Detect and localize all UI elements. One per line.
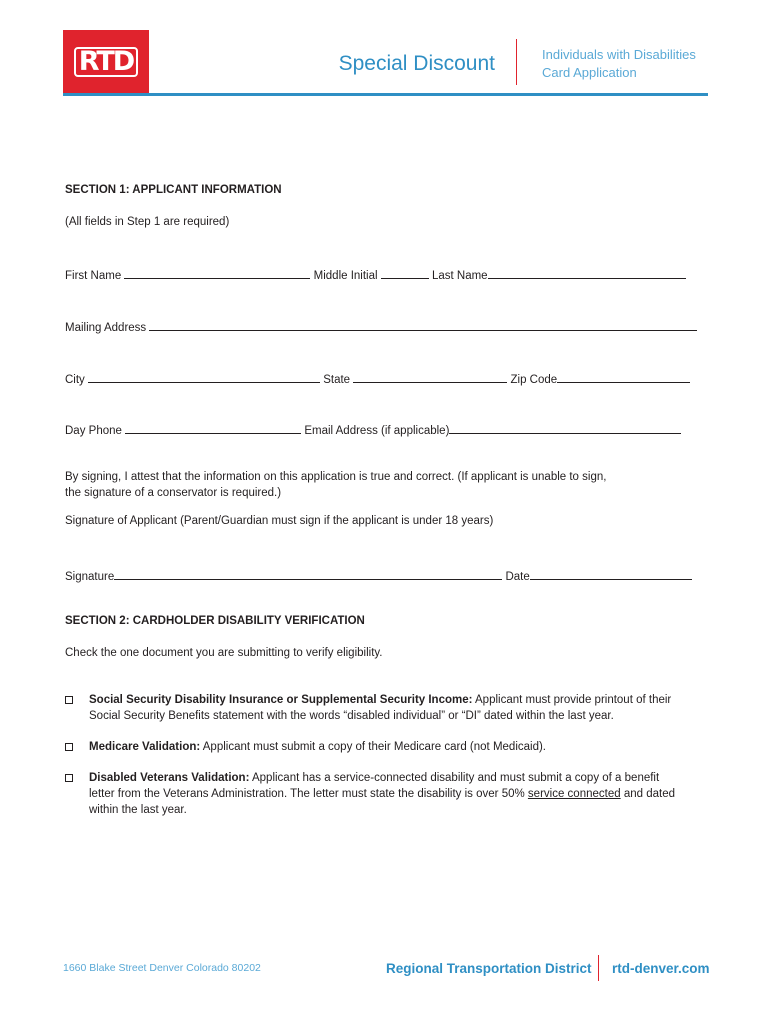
service-connected-link: service connected — [527, 788, 621, 800]
attest-line-1: By signing, I attest that the information on this application is true and correct. (If applicant is unable to sign, — [65, 471, 607, 483]
first-name-label: First Name — [65, 270, 122, 282]
address-row — [65, 319, 697, 334]
medicare-option-text — [89, 739, 679, 755]
signature-note: Signature of Applicant (Parent/Guardian must sign if the applicant is under 18 years) — [65, 515, 494, 527]
zip-field[interactable] — [557, 371, 690, 383]
ssdi-option-description: Applicant must provide printout of their Social Security Benefits statement with the words “disabled individual” or “DI” dated within the last year. — [89, 694, 672, 722]
footer-organization: Regional Transportation District — [386, 961, 592, 976]
footer-address: 1660 Blake Street Denver Colorado 80202 — [63, 962, 261, 974]
attest-line-2: the signature of a conservator is required.) — [65, 487, 282, 499]
ssdi-option-title: Social Security Disability Insurance or Supplemental Security Income: — [89, 694, 473, 706]
last-name-label: Last Name — [431, 270, 488, 282]
signature-row — [65, 568, 692, 583]
medicare-option-title: Medicare Validation: — [89, 741, 201, 753]
last-name-field[interactable] — [488, 267, 686, 279]
veterans-option-text — [89, 770, 679, 818]
city-field[interactable] — [88, 371, 320, 383]
header-divider — [516, 39, 517, 85]
day-phone-label: Day Phone — [65, 425, 122, 437]
attestation — [65, 469, 606, 501]
middle-initial-label: Middle Initial — [313, 270, 378, 282]
page-subtitle — [542, 46, 712, 82]
header-rule — [63, 93, 708, 96]
page-title: Special Discount — [338, 52, 495, 75]
date-label: Date — [505, 571, 530, 583]
footer-website-link[interactable]: rtd-denver.com — [612, 961, 710, 976]
name-row — [65, 267, 686, 282]
rtd-logo — [63, 30, 149, 93]
veterans-option-title: Disabled Veterans Validation: — [89, 772, 250, 784]
city-row — [65, 371, 690, 386]
footer-divider — [598, 955, 599, 981]
section2-instruction: Check the one document you are submitting to verify eligibility. — [65, 647, 383, 659]
middle-initial-field[interactable] — [381, 267, 429, 279]
veterans-option-description-end: and dated within the last year. — [89, 788, 675, 816]
veterans-checkbox[interactable] — [65, 774, 73, 782]
section2-heading: SECTION 2: CARDHOLDER DISABILITY VERIFICATION — [65, 615, 365, 627]
email-field[interactable] — [449, 422, 681, 434]
section1-heading: SECTION 1: APPLICANT INFORMATION — [65, 184, 282, 196]
logo-text: RTD — [74, 47, 138, 77]
signature-field[interactable] — [114, 568, 502, 580]
email-label: Email Address (if applicable) — [304, 425, 450, 437]
contact-row — [65, 422, 681, 437]
date-field[interactable] — [530, 568, 692, 580]
medicare-option-description: Applicant must submit a copy of their Medicare card (not Medicaid). — [200, 741, 546, 753]
medicare-checkbox[interactable] — [65, 743, 73, 751]
city-label: City — [65, 374, 85, 386]
mailing-address-label: Mailing Address — [65, 322, 147, 334]
state-field[interactable] — [353, 371, 507, 383]
subtitle-line-1: Individuals with Disabilities — [542, 47, 696, 62]
day-phone-field[interactable] — [125, 422, 301, 434]
zip-label: Zip Code — [510, 374, 558, 386]
first-name-field[interactable] — [124, 267, 310, 279]
veterans-option-description: Applicant has a service-connected disability and must submit a copy of a benefit letter from the Veterans Administration. The letter must state the disability is over 50% — [89, 772, 660, 800]
ssdi-checkbox[interactable] — [65, 696, 73, 704]
signature-label: Signature — [65, 571, 115, 583]
section1-note: (All fields in Step 1 are required) — [65, 216, 230, 228]
state-label: State — [323, 374, 351, 386]
mailing-address-field[interactable] — [149, 319, 697, 331]
ssdi-option-text — [89, 692, 679, 724]
subtitle-line-2: Card Application — [542, 65, 637, 80]
